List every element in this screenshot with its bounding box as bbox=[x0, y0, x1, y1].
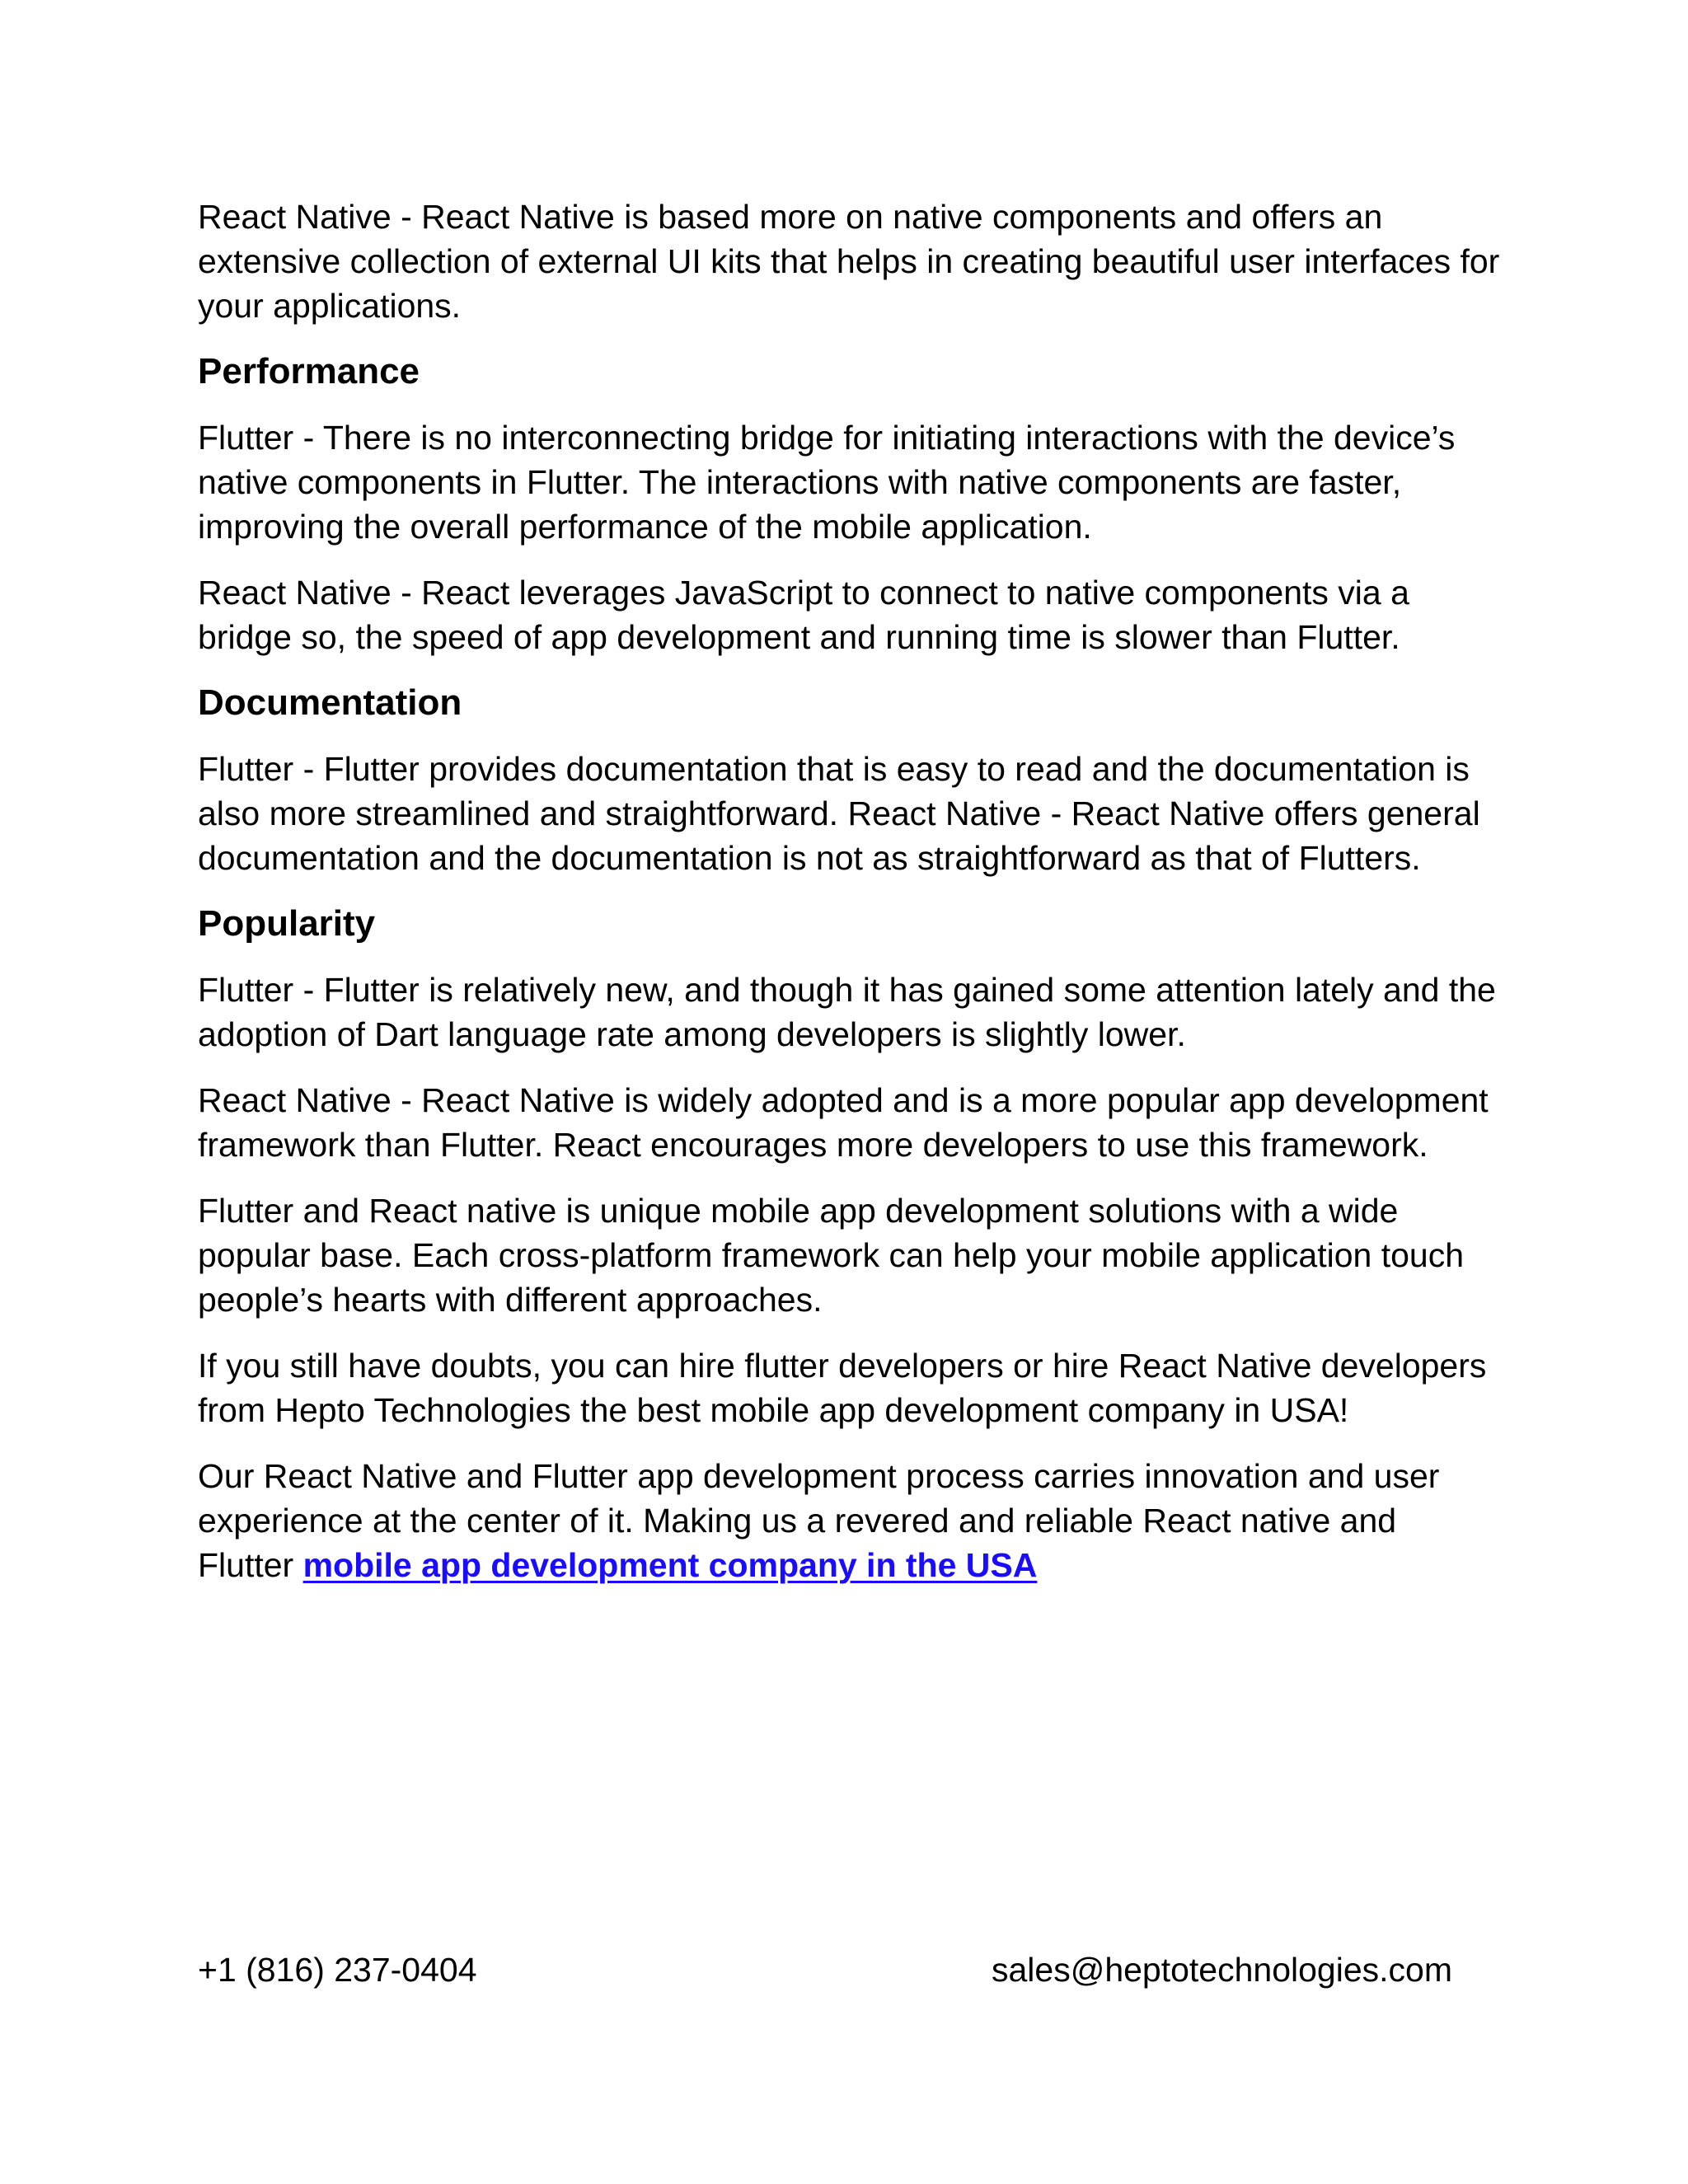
paragraph-hire: If you still have doubts, you can hire flutter developers or hire React Native developers from Hepto Technologies the best mobile app development company in USA! bbox=[198, 1347, 1487, 1429]
paragraph-flutter-popularity: Flutter - Flutter is relatively new, and though it has gained some attention lately and the adoption of Dart language rate among developers is slightly lower. bbox=[198, 971, 1496, 1053]
document-body bbox=[198, 194, 1500, 1609]
heading-popularity: Popularity bbox=[198, 903, 376, 944]
paragraph-react-native-ui: React Native - React Native is based more on native components and offers an extensive collection of external UI kits that helps in creating beautiful user interfaces for your applications. bbox=[198, 198, 1500, 325]
heading-documentation: Documentation bbox=[198, 682, 462, 723]
heading-performance: Performance bbox=[198, 351, 420, 391]
paragraph-closing bbox=[198, 1454, 1500, 1587]
paragraph-summary: Flutter and React native is unique mobile app development solutions with a wide popular base. Each cross-platform framework can help your mobile application touch people’s hearts with different approaches. bbox=[198, 1192, 1464, 1319]
paragraph-react-native-performance: React Native - React leverages JavaScript to connect to native components via a bridge so, the speed of app development and running time is slower than Flutter. bbox=[198, 574, 1409, 656]
footer-email: sales@heptotechnologies.com bbox=[991, 1951, 1452, 1989]
closing-text: Our React Native and Flutter app development process carries innovation and user experience at the center of it. Making us a revered and reliable React native and Flutter bbox=[198, 1457, 1440, 1584]
paragraph-flutter-performance: Flutter - There is no interconnecting bridge for initiating interactions with the device’s native components in Flutter. The interactions with native components are faster, improving the overall performance of the mobile application. bbox=[198, 419, 1456, 546]
footer-phone: +1 (816) 237-0404 bbox=[198, 1951, 477, 1989]
company-link[interactable]: mobile app development company in the USA bbox=[302, 1546, 1038, 1584]
paragraph-documentation: Flutter - Flutter provides documentation that is easy to read and the documentation is also more streamlined and straightforward. React Native - React Native offers general documentation and the documentation is not as straightforward as that of Flutters. bbox=[198, 750, 1480, 877]
paragraph-react-native-popularity: React Native - React Native is widely adopted and is a more popular app development framework than Flutter. React encourages more developers to use this framework. bbox=[198, 1081, 1489, 1164]
page-footer bbox=[198, 1947, 1452, 1992]
